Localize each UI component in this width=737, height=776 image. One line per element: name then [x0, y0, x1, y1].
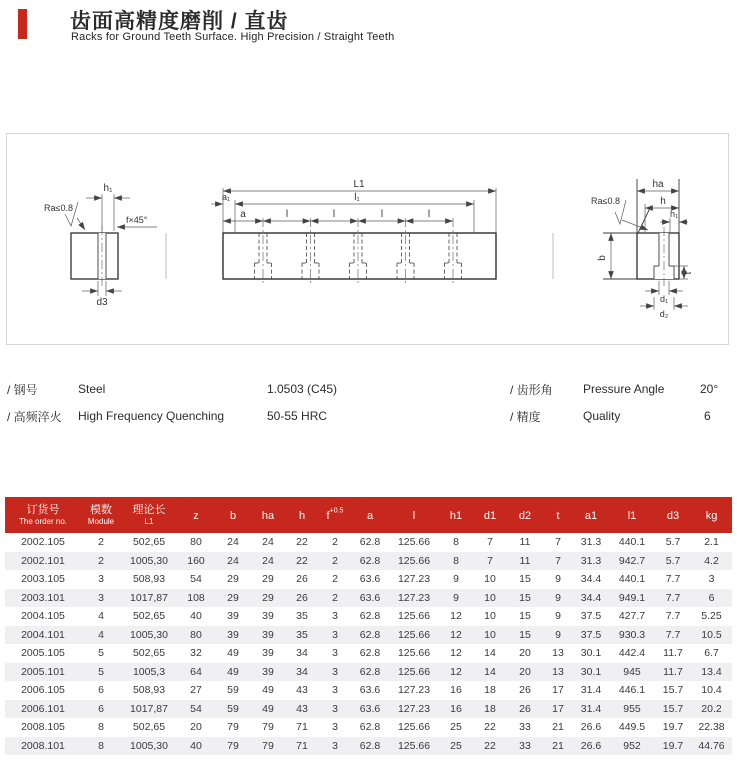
table-cell: 1017,87: [130, 702, 168, 715]
table-cell: 49: [262, 702, 274, 715]
dim-label-a: a: [240, 209, 246, 220]
column-header: d2: [507, 497, 543, 533]
table-cell: 502,65: [132, 536, 166, 549]
table-cell: 12: [450, 665, 462, 678]
table-cell: 7.7: [665, 628, 681, 641]
spec-quench-label-zh: / 高频淬火: [7, 410, 62, 424]
dim-label-ha: ha: [652, 179, 664, 190]
table-cell: 27: [190, 684, 202, 697]
table-cell: 1005,30: [130, 739, 168, 752]
table-cell: 2006.105: [21, 684, 65, 697]
table-cell: 2: [98, 554, 104, 567]
table-cell: 127.23: [397, 702, 431, 715]
dim-label-l1: l₁: [354, 192, 360, 203]
dim-label-h: h: [660, 196, 666, 207]
table-cell: 11.7: [663, 665, 683, 678]
table-cell: 2008.105: [21, 721, 65, 734]
column-header: $f^{+0.5}$: [319, 497, 351, 533]
table-cell: 2005.105: [21, 647, 65, 660]
table-cell: 62.8: [359, 536, 381, 549]
table-cell: 11.7: [663, 647, 683, 660]
table-cell: 37.5: [580, 610, 602, 623]
dim-label-h1: h₁: [669, 209, 679, 219]
table-cell: 930.3: [618, 628, 646, 641]
table-cell: 40: [190, 610, 202, 623]
table-cell: 19.7: [662, 721, 684, 734]
column-header: z: [177, 497, 215, 533]
table-cell: 2.1: [704, 536, 719, 549]
table-cell: 39: [227, 628, 239, 641]
table-cell: 1005,30: [130, 628, 168, 641]
table-cell: 15.7: [662, 684, 684, 697]
spec-pressure-value: 20°: [700, 382, 719, 396]
table-cell: 39: [262, 665, 274, 678]
table-cell: 62.8: [359, 628, 381, 641]
table-cell: 7.7: [665, 610, 681, 623]
table-cell: 442.4: [618, 647, 646, 660]
table-cell: 2005.101: [21, 665, 65, 678]
table-cell: 3: [332, 610, 338, 623]
table-cell: 6: [98, 702, 104, 715]
table-cell: 59: [227, 702, 239, 715]
table-cell: 16: [450, 702, 462, 715]
table-cell: 10: [484, 628, 496, 641]
table-cell: 10: [484, 610, 496, 623]
table-cell: 9: [555, 628, 561, 641]
table-cell: 125.66: [397, 721, 431, 734]
table-cell: 446.1: [618, 684, 646, 697]
dim-label-t: t: [683, 271, 693, 275]
table-cell: 3: [332, 628, 338, 641]
table-cell: 125.66: [397, 610, 431, 623]
column-header: d1: [473, 497, 507, 533]
table-cell: 26.6: [580, 721, 602, 734]
table-cell: 31.3: [580, 536, 602, 549]
drawing-panel: [6, 133, 729, 345]
table-cell: 12: [450, 647, 462, 660]
table-cell: 20.2: [701, 702, 722, 715]
dim-label-l: l: [285, 209, 289, 220]
table-cell: 79: [262, 739, 274, 752]
table-cell: 2: [98, 536, 104, 549]
spec-steel-label-en: Steel: [78, 382, 106, 396]
table-cell: 3: [332, 647, 338, 660]
table-cell: 8: [98, 739, 104, 752]
table-cell: 79: [227, 721, 239, 734]
table-cell: 7: [487, 554, 493, 567]
table-cell: 5.7: [665, 554, 681, 567]
table-cell: 22: [484, 721, 496, 734]
table-cell: 3: [332, 665, 338, 678]
dim-label-l: l: [332, 209, 336, 220]
table-cell: 3: [332, 721, 338, 734]
table-row: [5, 533, 732, 552]
table-cell: 14: [484, 647, 496, 660]
table-cell: 502,65: [132, 721, 166, 734]
table-cell: 2: [332, 554, 338, 567]
table-cell: 34: [296, 665, 308, 678]
spec-pressure-label-en: Pressure Angle: [583, 382, 665, 396]
left-view-drawing: [44, 183, 157, 308]
table-cell: 13: [552, 647, 564, 660]
table-cell: 21: [552, 721, 564, 734]
table-cell: 22: [296, 554, 308, 567]
table-cell: 440.1: [618, 536, 646, 549]
table-row: [5, 607, 732, 626]
table-cell: 18: [484, 684, 496, 697]
table-cell: 15: [519, 591, 531, 604]
table-cell: 11: [519, 536, 531, 549]
title-accent-bar: [18, 9, 27, 39]
column-header: b: [215, 497, 251, 533]
table-cell: 127.23: [397, 684, 431, 697]
table-cell: 2003.105: [21, 573, 65, 586]
table-cell: 44.76: [698, 739, 725, 752]
table-cell: 12: [450, 628, 462, 641]
surface-finish-label: Ra≤0.8: [591, 196, 620, 206]
table-cell: 125.66: [397, 739, 431, 752]
table-cell: 9: [453, 573, 459, 586]
table-cell: 2008.101: [21, 739, 65, 752]
column-header: h1: [439, 497, 473, 533]
table-cell: 952: [623, 739, 641, 752]
technical-drawing: [7, 134, 728, 344]
table-cell: 502,65: [132, 647, 166, 660]
table-cell: 22: [484, 739, 496, 752]
table-cell: 49: [227, 647, 239, 660]
table-cell: 2: [332, 536, 338, 549]
table-cell: 4: [98, 610, 104, 623]
table-cell: 8: [453, 536, 459, 549]
table-cell: 5: [98, 647, 104, 660]
table-cell: 79: [262, 721, 274, 734]
table-cell: 49: [227, 665, 239, 678]
table-row: [5, 570, 732, 589]
table-cell: 30.1: [580, 647, 602, 660]
table-cell: 31.4: [580, 684, 602, 697]
table-cell: 4.2: [704, 554, 719, 567]
table-cell: 34: [296, 647, 308, 660]
table-cell: 13: [552, 665, 564, 678]
table-cell: 24: [262, 554, 274, 567]
table-cell: 20: [519, 665, 531, 678]
dim-label-h1: h₁: [103, 183, 113, 194]
dim-label-d3: d3: [96, 297, 108, 308]
table-cell: 62.8: [359, 610, 381, 623]
table-cell: 1005,30: [130, 554, 168, 567]
table-cell: 30.1: [580, 665, 602, 678]
column-header: h: [285, 497, 319, 533]
table-cell: 31.3: [580, 554, 602, 567]
table-cell: 5.25: [701, 610, 722, 623]
table-cell: 9: [453, 591, 459, 604]
table-cell: 127.23: [397, 591, 431, 604]
table-cell: 440.1: [618, 573, 646, 586]
table-cell: 54: [190, 573, 202, 586]
table-cell: 39: [227, 610, 239, 623]
table-cell: 955: [623, 702, 641, 715]
table-cell: 24: [227, 536, 239, 549]
spec-quench-value: 50-55 HRC: [267, 409, 328, 423]
table-cell: 10.4: [701, 684, 722, 697]
table-row: [5, 626, 732, 645]
table-cell: 2002.105: [21, 536, 65, 549]
table-cell: 3: [98, 591, 104, 604]
table-cell: 35: [296, 628, 308, 641]
table-cell: 2003.101: [21, 591, 65, 604]
table-cell: 15.7: [662, 702, 684, 715]
page-title: 齿面高精度磨削 / 直齿: [70, 10, 289, 33]
column-header: a: [351, 497, 389, 533]
table-cell: 4: [98, 628, 104, 641]
spec-steel-value: 1.0503 (C45): [267, 382, 338, 396]
table-cell: 125.66: [397, 665, 431, 678]
table-cell: 31.4: [580, 702, 602, 715]
table-cell: 3: [332, 702, 338, 715]
table-cell: 37.5: [580, 628, 602, 641]
table-cell: 949.1: [618, 591, 646, 604]
table-cell: 2006.101: [21, 702, 65, 715]
table-cell: 160: [187, 554, 205, 567]
table-cell: 26: [519, 684, 531, 697]
front-view-drawing: [211, 179, 496, 286]
table-cell: 10: [484, 591, 496, 604]
table-cell: 508,93: [132, 684, 166, 697]
column-header: ha: [251, 497, 285, 533]
table-cell: 427.7: [618, 610, 646, 623]
table-cell: 1005,3: [132, 665, 166, 678]
table-row: [5, 663, 732, 682]
table-cell: 29: [227, 573, 239, 586]
table-cell: 80: [190, 628, 202, 641]
table-cell: 12: [450, 610, 462, 623]
table-cell: 10.5: [701, 628, 722, 641]
table-cell: 6.7: [704, 647, 719, 660]
table-cell: 54: [190, 702, 202, 715]
table-cell: 3: [332, 739, 338, 752]
table-cell: 2004.101: [21, 628, 65, 641]
spec-quality-label-en: Quality: [583, 409, 621, 423]
table-cell: 108: [187, 591, 205, 604]
table-cell: 26.6: [580, 739, 602, 752]
table-cell: 63.6: [359, 684, 381, 697]
table-cell: 22.38: [698, 721, 725, 734]
table-cell: 21: [552, 739, 564, 752]
table-cell: 62.8: [359, 739, 381, 752]
table-cell: 2: [332, 591, 338, 604]
table-cell: 7.7: [665, 573, 681, 586]
spec-steel-label-zh: / 钢号: [7, 383, 38, 397]
spec-table: [5, 497, 732, 755]
table-cell: 127.23: [397, 573, 431, 586]
table-cell: 33: [519, 739, 531, 752]
table-cell: 17: [552, 702, 564, 715]
table-cell: 64: [190, 665, 202, 678]
table-row: [5, 589, 732, 608]
column-header: t: [543, 497, 573, 533]
dim-label-b: b: [597, 255, 608, 261]
table-cell: 11: [519, 554, 531, 567]
table-cell: 15: [519, 610, 531, 623]
table-cell: 945: [623, 665, 641, 678]
table-cell: 3: [332, 684, 338, 697]
dim-label-d1: d₁: [659, 294, 669, 304]
spec-quality-value: 6: [704, 409, 711, 423]
table-cell: 62.8: [359, 647, 381, 660]
table-cell: 502,65: [132, 610, 166, 623]
table-cell: 26: [296, 591, 308, 604]
table-cell: 508,93: [132, 573, 166, 586]
table-cell: 2004.105: [21, 610, 65, 623]
table-cell: 6: [98, 684, 104, 697]
table-cell: 71: [296, 739, 308, 752]
table-cell: 7: [555, 554, 561, 567]
table-cell: 3: [98, 573, 104, 586]
table-cell: 39: [262, 610, 274, 623]
table-cell: 125.66: [397, 536, 431, 549]
table-cell: 7: [487, 536, 493, 549]
table-row: [5, 681, 732, 700]
table-cell: 63.6: [359, 591, 381, 604]
table-cell: 125.66: [397, 554, 431, 567]
table-row: [5, 737, 732, 756]
table-cell: 15: [519, 573, 531, 586]
dim-label-L1: L1: [353, 179, 365, 190]
spec-quench-label-en: High Frequency Quenching: [78, 409, 225, 423]
dim-label-chamfer: f×45°: [126, 215, 148, 225]
table-cell: 125.66: [397, 647, 431, 660]
table-cell: 5.7: [665, 536, 681, 549]
table-cell: 63.6: [359, 702, 381, 715]
table-cell: 26: [519, 702, 531, 715]
column-header: kg: [691, 497, 732, 533]
table-cell: 49: [262, 684, 274, 697]
table-cell: 942.7: [618, 554, 646, 567]
table-row: [5, 700, 732, 719]
table-cell: 13.4: [701, 665, 722, 678]
table-cell: 19.7: [662, 739, 684, 752]
table-cell: 33: [519, 721, 531, 734]
table-cell: 29: [227, 591, 239, 604]
table-cell: 39: [262, 647, 274, 660]
table-cell: 10: [484, 573, 496, 586]
section-view-drawing: [591, 179, 693, 319]
surface-finish-label: Ra≤0.8: [44, 203, 73, 213]
table-cell: 17: [552, 684, 564, 697]
spec-quality-label-zh: / 精度: [510, 410, 541, 424]
table-cell: 9: [555, 573, 561, 586]
table-cell: 25: [450, 721, 462, 734]
column-header: l: [389, 497, 439, 533]
table-cell: 16: [450, 684, 462, 697]
page-subtitle: Racks for Ground Teeth Surface. High Precision / Straight Teeth: [71, 31, 395, 43]
table-cell: 18: [484, 702, 496, 715]
table-cell: 62.8: [359, 665, 381, 678]
table-cell: 24: [227, 554, 239, 567]
table-cell: 7: [555, 536, 561, 549]
table-cell: 8: [453, 554, 459, 567]
table-cell: 43: [296, 684, 308, 697]
table-cell: 3: [708, 573, 715, 586]
column-header: l1: [609, 497, 655, 533]
table-cell: 14: [484, 665, 496, 678]
table-cell: 2002.101: [21, 554, 65, 567]
table-cell: 39: [262, 628, 274, 641]
table-cell: 449.5: [618, 721, 646, 734]
table-cell: 29: [262, 591, 274, 604]
dim-label-l: l: [380, 209, 384, 220]
dim-label-a1: a₁: [221, 192, 231, 202]
table-cell: 24: [262, 536, 274, 549]
table-cell: 5: [98, 665, 104, 678]
table-cell: 29: [262, 573, 274, 586]
column-header: d3: [655, 497, 691, 533]
table-cell: 2: [332, 573, 338, 586]
table-header-row: [5, 497, 732, 533]
dim-label-d2: d₂: [659, 309, 669, 319]
table-cell: 8: [98, 721, 104, 734]
table-cell: 71: [296, 721, 308, 734]
table-cell: 62.8: [359, 721, 381, 734]
table-cell: 59: [227, 684, 239, 697]
column-header: 理论长 L1: [121, 497, 177, 533]
table-cell: 7.7: [665, 591, 681, 604]
dim-label-l: l: [427, 209, 431, 220]
table-cell: 34.4: [580, 573, 602, 586]
column-header: 模数 Module: [81, 497, 121, 533]
table-cell: 22: [296, 536, 308, 549]
table-cell: 6: [708, 591, 715, 604]
table-cell: 63.6: [359, 573, 381, 586]
spec-pressure-label-zh: / 齿形角: [510, 383, 553, 397]
table-cell: 26: [296, 573, 308, 586]
table-cell: 125.66: [397, 628, 431, 641]
table-cell: 9: [555, 591, 561, 604]
table-cell: 25: [450, 739, 462, 752]
table-cell: 20: [190, 721, 202, 734]
table-cell: 1017,87: [130, 591, 168, 604]
table-cell: 79: [227, 739, 239, 752]
table-cell: 80: [190, 536, 202, 549]
table-cell: 40: [190, 739, 202, 752]
table-cell: 32: [190, 647, 202, 660]
column-header: 订货号 The order no.: [5, 497, 81, 533]
table-cell: 9: [555, 610, 561, 623]
column-header: a1: [573, 497, 609, 533]
table-cell: 35: [296, 610, 308, 623]
table-row: [5, 552, 732, 571]
table-cell: 20: [519, 647, 531, 660]
table-cell: 34.4: [580, 591, 602, 604]
table-row: [5, 718, 732, 737]
table-cell: 15: [519, 628, 531, 641]
table-cell: 62.8: [359, 554, 381, 567]
table-cell: 43: [296, 702, 308, 715]
table-row: [5, 644, 732, 663]
